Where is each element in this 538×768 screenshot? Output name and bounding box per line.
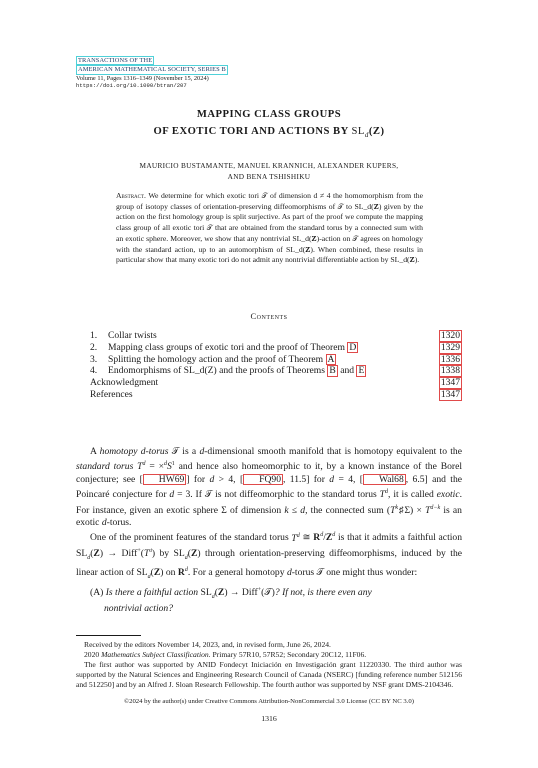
question: (A) Is there a faithful action $SL_d(Z)$ → Diff+(𝒯)? If not, is there even any nontrivial action? bbox=[90, 586, 372, 614]
theorem-link[interactable]: A bbox=[327, 353, 335, 365]
toc-page-link[interactable]: 1338 bbox=[440, 365, 460, 377]
toc-page-link[interactable]: 1347 bbox=[440, 377, 460, 389]
abstract bbox=[116, 191, 423, 266]
authors-line1: MAURICIO BUSTAMANTE, MANUEL KRANNICH, ALEXANDER KUPERS, bbox=[139, 161, 399, 170]
toc-item: 3. Splitting the homology action and the proof of Theorem A 1336 bbox=[90, 353, 460, 365]
paragraph: One of the prominent features of the standard torus $T^d$ ≅ $R^d/Z^d$ is that it admits a faithful action $SL_d(Z)$ → $Diff^+(T^d)$ by $SL_d(Z)$ through orientation-preserving diffeomorphisms, induced by the linear action of $SL_d(Z)$ on $R^d$. For a general homotopy d-torus 𝒯 one might thus wonder: bbox=[76, 532, 462, 581]
footnote-rule bbox=[76, 635, 141, 636]
license-line: ©2024 by the author(s) under Creative Commons Attribution-NonCommercial 3.0 License (CC BY NC 3.0) bbox=[124, 698, 414, 705]
footnotes bbox=[76, 640, 462, 690]
table-of-contents bbox=[90, 330, 462, 401]
citation-link[interactable]: HW69 bbox=[143, 474, 187, 485]
paragraph: A homotopy d-torus 𝒯 is a d-dimensional smooth manifold that is homotopy equivalent to the standard torus $T^d = \times^dS^1$ and hence also homeomorphic to it, by a known instance of the Borel conjecture; see [ HW69 ] for d > 4, [ FQ90 , 11.5] for d = 4, [ Wal68 , 6.5] and the Poincaré conjecture for d = 3. If 𝒯 is not diffeomorphic to the standard torus $T^d$, it is called exotic. For instance, given an exotic sphere Σ of dimension k ≤ d, the connected sum $(T^k♯\Sigma) \times T^{d-k}$ is an exotic d-torus. bbox=[76, 446, 463, 529]
citation-link[interactable]: FQ90 bbox=[243, 474, 283, 485]
authors bbox=[0, 160, 538, 182]
toc-item: References 1347 bbox=[90, 388, 460, 400]
page-number: 1316 bbox=[261, 714, 277, 723]
journal-name-line2[interactable]: AMERICAN MATHEMATICAL SOCIETY, SERIES B bbox=[78, 66, 226, 74]
support-note: The first author was supported by ANID Fondecyt Iniciación en Investigación grant 11220330. The third author was supported by the Natural Sciences and Engineering Research Council of Canada (NSERC) [funding reference number 512156 and 512250] and by an Alfred J. Sloan Research Fellowship. The fourth author was supported by NSF grant DMS-2104346. bbox=[76, 660, 462, 690]
msc-note: 2020 Mathematics Subject Classification. Primary 57R10, 57R52; Secondary 20C12, 11F06. bbox=[84, 650, 367, 660]
paper-title-line2: OF EXOTIC TORI AND ACTIONS BY $SL_d(Z)$ bbox=[153, 126, 385, 140]
theorem-link[interactable]: E bbox=[358, 365, 365, 377]
paper-title-line2-text: OF EXOTIC TORI AND ACTIONS BY bbox=[153, 126, 352, 137]
abstract-text: We determine for which exotic tori 𝒯 of dimension d ≠ 4 the homomorphism from the group of isotopy classes of orientation-preserving diffeomorphisms of 𝒯 to SL_d(𝐙) given by the action on the first homology group is split surjective. As part of the proof we compute the mapping class group of all exotic tori 𝒯 that are obtained from the standard torus by a connected sum with an exotic sphere. Moreover, we show that any nontrivial SL_d(𝐙)-action on 𝒯 agrees on homology with the standard action, up to an automorphism of SL_d(𝐙). When combined, these results in particular show that many exotic tori do not admit any nontrivial differentiable action by SL_d(𝐙). bbox=[116, 191, 423, 265]
toc-item: 1. Collar twists 1320 bbox=[90, 330, 460, 341]
paper-title-line1: MAPPING CLASS GROUPS bbox=[196, 109, 342, 120]
journal-doi[interactable]: https://doi.org/10.1090/btran/207 bbox=[76, 82, 187, 90]
toc-page-link[interactable]: 1329 bbox=[440, 341, 460, 353]
toc-page-link[interactable]: 1320 bbox=[440, 330, 460, 341]
citation-link[interactable]: Wal68 bbox=[363, 474, 406, 485]
body-text bbox=[76, 446, 462, 615]
authors-line2: AND BENA TSHISHIKU bbox=[227, 172, 311, 181]
contents-heading: Contents bbox=[250, 311, 288, 321]
toc-item: Acknowledgment 1347 bbox=[90, 377, 460, 389]
toc-page-link[interactable]: 1347 bbox=[440, 388, 460, 400]
toc-item: 2. Mapping class groups of exotic tori and the proof of Theorem D 1329 bbox=[90, 341, 460, 353]
toc-page-link[interactable]: 1336 bbox=[440, 353, 460, 365]
toc-item: 4. Endomorphisms of SL_d(Z) and the proofs of Theorems B and E 1338 bbox=[90, 365, 460, 377]
theorem-link[interactable]: D bbox=[349, 341, 357, 353]
theorem-link[interactable]: B bbox=[329, 365, 336, 377]
question-label: (A) bbox=[90, 586, 104, 598]
abstract-heading: Abstract. bbox=[116, 191, 146, 200]
journal-name-line1[interactable]: TRANSACTIONS OF THE bbox=[78, 57, 153, 64]
journal-volume: Volume 11, Pages 1316–1349 (November 15, 2024) bbox=[76, 74, 209, 82]
journal-header bbox=[76, 56, 228, 90]
received-note: Received by the editors November 14, 2023, and, in revised form, June 26, 2024. bbox=[84, 640, 331, 649]
